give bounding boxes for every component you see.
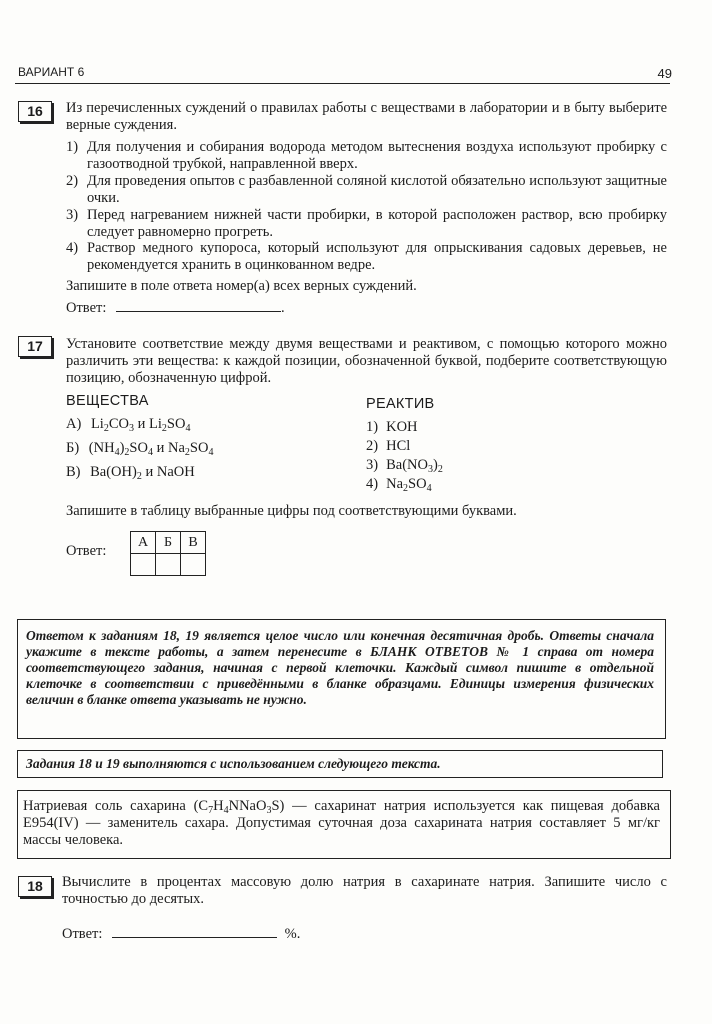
answer-cell-b[interactable] <box>156 554 181 576</box>
item-number: 3) <box>66 207 79 223</box>
notice-box <box>17 619 666 739</box>
passage-text: Натриевая соль сахарина $(C_7H_4NNaO_3S)$ — сахаринат натрия используется как пищевая добавка E954(IV) — заменитель сахара. Допустимая суточная доза сахарината натрия составляет 5 мг/кг массы человека. <box>23 798 660 848</box>
notice-text: Ответом к заданиям 18, 19 является целое число или конечная десятичная дробь. Ответы сначала укажите в тексте работы, а затем перенесите в БЛАНК ОТВЕТОВ № 1 справа от номера соответствующего задания, начиная с первой клеточки. Каждый символ пишите в отдельной клеточке в соответствии с приведёнными в бланке образцами. Единицы измерения физических величин в бланке ответа указывать не нужно. <box>26 628 654 707</box>
tasks-note-text: Задания 18 и 19 выполняются с использованием следующего текста. <box>26 756 441 771</box>
reagent-1: 1) KOH <box>366 419 418 435</box>
answer-field[interactable] <box>112 924 277 938</box>
answer-suffix: . <box>281 300 285 316</box>
passage-box <box>17 790 671 859</box>
substance-b: Б) $(NH_4)_2SO_4$ и $Na_2SO_4$ <box>66 440 214 458</box>
item-text: Перед нагреванием нижней части пробирки, в которой расположен раствор, всю пробирку следует равномерно прогреть. <box>87 207 667 240</box>
substance-c: В) $Ba(OH)_2$ и NaOH <box>66 464 195 482</box>
task-17-table-instruction: Запишите в таблицу выбранные цифры под соответствующими буквами. <box>66 503 517 519</box>
task-16-item-4 <box>66 240 667 274</box>
answer-label: Ответ: <box>62 926 103 942</box>
substances-title: ВЕЩЕСТВА <box>66 393 149 409</box>
item-number: 1) <box>66 139 79 155</box>
variant-label: ВАРИАНТ 6 <box>18 65 85 79</box>
answer-label: Ответ: <box>66 300 107 316</box>
item-number: 4) <box>66 240 79 256</box>
item-text: Раствор медного купороса, который используют для опрыскивания садовых деревьев, не рекомендуется хранить в оцинкованном ведре. <box>87 240 667 273</box>
reagents-title: РЕАКТИВ <box>366 396 435 412</box>
item-number: 2) <box>66 173 79 189</box>
task-17-intro: Установите соответствие между двумя веществами и реактивом, с помощью которого можно различить эти вещества: к каждой позиции, обозначенной буквой, подберите соответствующую позицию, обозначенную цифрой. <box>66 336 667 386</box>
task-17-number: 17 <box>18 336 52 357</box>
task-16-item-3 <box>66 207 667 241</box>
task-18-answer <box>62 924 300 943</box>
task-17-answer-label: Ответ: <box>66 543 107 559</box>
task-18-text: Вычислите в процентах массовую долю натрия в сахаринате натрия. Запишите число с точностью до десятых. <box>62 874 667 907</box>
item-text: Для получения и собирания водорода методом вытеснения воздуха используют пробирку с газоотводной трубкой, направленной вверх. <box>87 139 667 172</box>
task-16-answer <box>66 298 285 317</box>
header-cell-c: В <box>181 532 206 554</box>
reagent-2: 2) HCl <box>366 438 411 454</box>
task-16-instruction: Запишите в поле ответа номер(а) всех верных суждений. <box>66 278 417 294</box>
task-17-answer-table <box>130 531 206 576</box>
item-text: Для проведения опытов с разбавленной соляной кислотой обязательно используют защитные очки. <box>87 173 667 206</box>
task-16-item-2 <box>66 173 667 207</box>
page-number: 49 <box>657 66 672 81</box>
task-18-number: 18 <box>18 876 52 897</box>
task-16-item-1 <box>66 139 667 173</box>
answer-cell-c[interactable] <box>181 554 206 576</box>
header-cell-a: А <box>131 532 156 554</box>
reagent-4: 4) $Na_2SO_4$ <box>366 476 432 494</box>
answer-cell-a[interactable] <box>131 554 156 576</box>
header-cell-b: Б <box>156 532 181 554</box>
task-16-number: 16 <box>18 101 52 122</box>
substance-a: А) $Li_2CO_3$ и $Li_2SO_4$ <box>66 416 191 434</box>
task-16-intro: Из перечисленных суждений о правилах работы с веществами в лаборатории и в быту выберите верные суждения. <box>66 100 667 133</box>
reagent-3: 3) $Ba(NO_3)_2$ <box>366 457 443 475</box>
header-rule <box>15 83 670 84</box>
tasks-note-box <box>17 750 663 778</box>
answer-field[interactable] <box>116 298 281 312</box>
answer-suffix: %. <box>284 926 301 942</box>
